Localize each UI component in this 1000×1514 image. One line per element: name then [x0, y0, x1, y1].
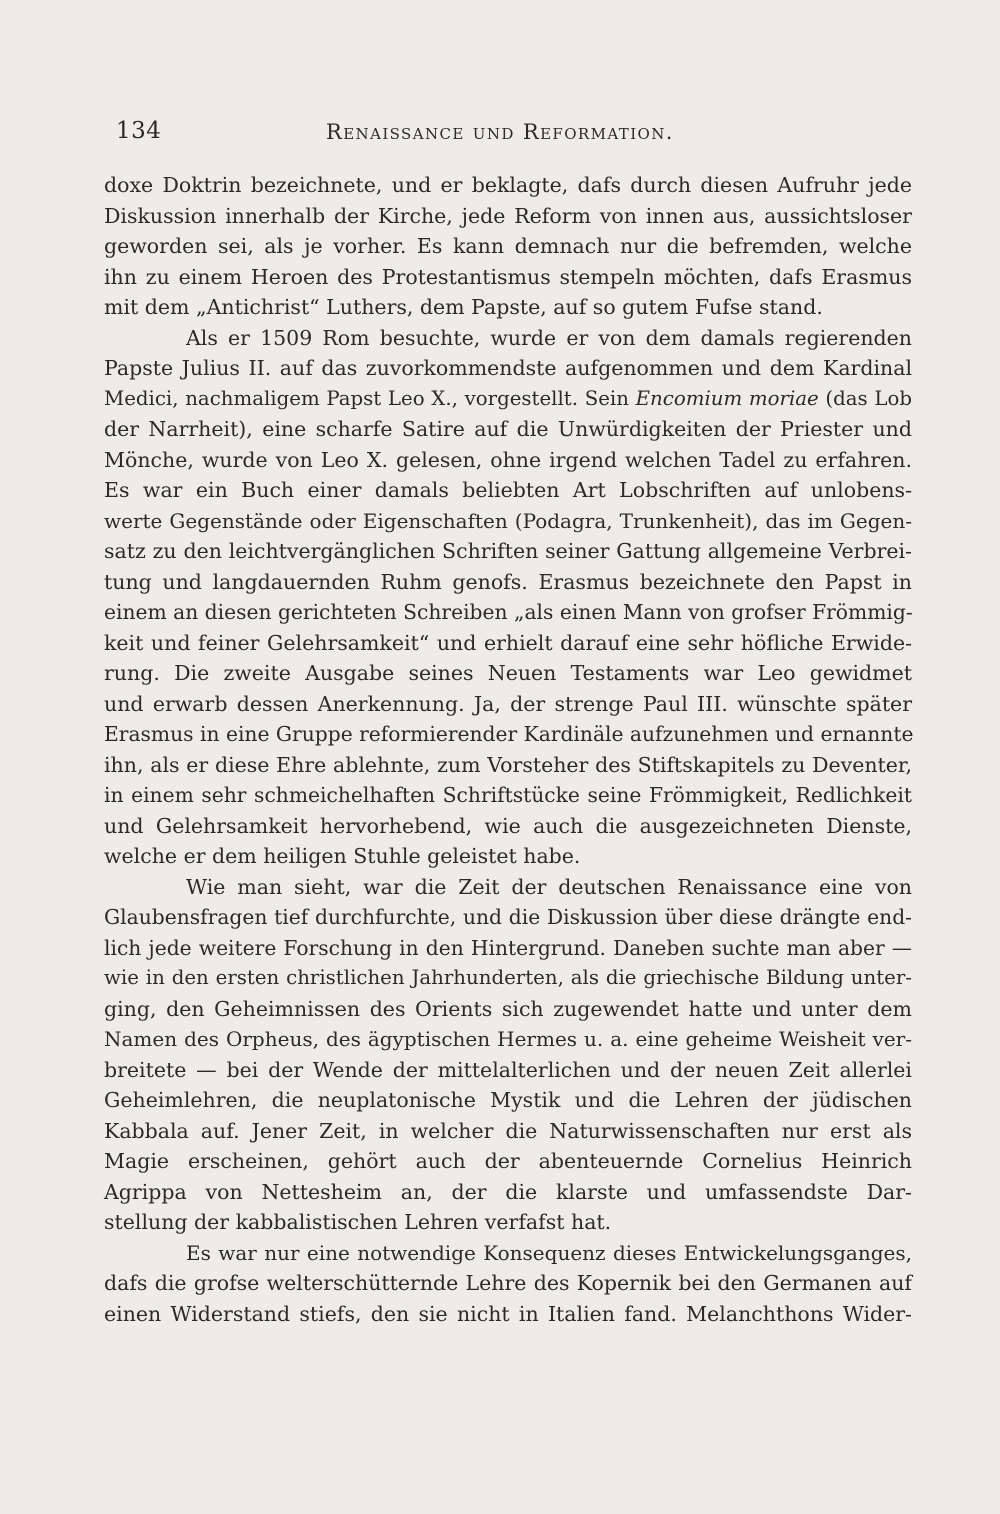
text-line: werte Gegenstände oder Eigenschaften (Podagra, Trunkenheit), das im Gegen-: [104, 508, 912, 533]
text-line: breitete — bei der Wende der mittelalterlichen und der neuen Zeit allerlei: [104, 1057, 912, 1082]
text-line: einen Widerstand stiefs, den sie nicht in Italien fand. Melanchthons Wider-: [104, 1301, 912, 1326]
text-line: geworden sei, als je vorher. Es kann demnach nur die befremden, welche: [104, 234, 912, 258]
page-header: [116, 118, 916, 152]
text-line: ihn, als er diese Ehre ablehnte, zum Vorsteher des Stiftskapitels zu Deventer,: [104, 752, 912, 777]
text-line: Glaubensfragen tief durchfurchte, und die Diskussion über diese drängte end-: [104, 905, 912, 929]
text-segment: (das Lob: [818, 386, 912, 410]
text-line: welche er dem heiligen Stuhle geleistet habe.: [104, 844, 581, 868]
text-line: Erasmus in eine Gruppe reformierender Kardinäle aufzunehmen und ernannte: [104, 722, 914, 746]
text-line: Diskussion innerhalb der Kirche, jede Reform von innen aus, aussichtsloser: [104, 203, 912, 228]
page-number: 134: [116, 118, 162, 144]
text-line: Kabbala auf. Jener Zeit, in welcher die Naturwissenschaften nur erst als: [104, 1118, 912, 1143]
text-line: doxe Doktrin bezeichnete, und er beklagte, dafs durch diesen Aufruhr jede: [104, 173, 912, 197]
text-line: Als er 1509 Rom besuchte, wurde er von dem damals regierenden: [186, 325, 912, 350]
text-line: wie in den ersten christlichen Jahrhunderten, als die griechische Bildung unter-: [104, 966, 912, 989]
book-title-italic: Encomium moriae: [635, 386, 819, 410]
text-line: Mönche, wurde von Leo X. gelesen, ohne irgend welchen Tadel zu erfahren.: [104, 447, 912, 472]
text-line: Geheimlehren, die neuplatonische Mystik und die Lehren der jüdischen: [104, 1088, 912, 1112]
text-line: und Gelehrsamkeit hervorhebend, wie auch die ausgezeichneten Dienste,: [104, 813, 912, 838]
text-line: rung. Die zweite Ausgabe seines Neuen Testaments war Leo gewidmet: [104, 661, 912, 685]
text-segment: Medici, nachmaligem Papst Leo X., vorgestellt. Sein: [104, 386, 636, 410]
text-line: dafs die grofse welterschütternde Lehre des Kopernik bei den Germanen auf: [104, 1271, 912, 1295]
text-line: keit und feiner Gelehrsamkeit“ und erhielt darauf eine sehr höfliche Erwide-: [104, 630, 912, 655]
text-line: Wie man sieht, war die Zeit der deutschen Renaissance eine von: [186, 874, 912, 899]
text-line: ihn zu einem Heroen des Protestantismus stempeln möchten, dafs Erasmus: [104, 264, 912, 289]
text-line: Magie erscheinen, gehört auch der abenteuernde Cornelius Heinrich: [104, 1149, 912, 1173]
text-line: stellung der kabbalistischen Lehren verfafst hat.: [104, 1210, 612, 1234]
body-text: [104, 170, 912, 1329]
text-line: in einem sehr schmeichelhaften Schriftstücke seine Frömmigkeit, Redlichkeit: [104, 783, 912, 807]
running-title: Renaissance und Reformation.: [326, 120, 674, 144]
text-line: Papste Julius II. auf das zuvorkommendste aufgenommen und dem Kardinal: [104, 356, 912, 380]
text-line: ging, den Geheimnissen des Orients sich zugewendet hatte und unter dem: [104, 996, 912, 1021]
text-line: tung und langdauernden Ruhm genofs. Erasmus bezeichnete den Papst in: [104, 569, 912, 594]
text-line: mit dem „Antichrist“ Luthers, dem Papste, auf so gutem Fufse stand.: [104, 295, 823, 319]
text-line-with-title: [104, 384, 912, 415]
text-line: einem an diesen gerichteten Schreiben „als einen Mann von grofser Frömmig-: [104, 600, 913, 624]
text-line: Agrippa von Nettesheim an, der die klarste und umfassendste Dar-: [104, 1179, 912, 1204]
text-line: lich jede weitere Forschung in den Hintergrund. Daneben suchte man aber —: [104, 935, 912, 960]
text-line: der Narrheit), eine scharfe Satire auf die Unwürdigkeiten der Priester und: [104, 417, 912, 441]
text-line: Es war ein Buch einer damals beliebten Art Lobschriften auf unlobens-: [104, 478, 912, 502]
text-line: Es war nur eine notwendige Konsequenz dieses Entwickelungsganges,: [186, 1240, 912, 1265]
text-line: Namen des Orpheus, des ägyptischen Hermes u. a. eine geheime Weisheit ver-: [104, 1027, 912, 1051]
text-line: und erwarb dessen Anerkennung. Ja, der strenge Paul III. wünschte später: [104, 691, 912, 716]
text-line: satz zu den leichtvergänglichen Schriften seiner Gattung allgemeine Verbrei-: [104, 539, 912, 563]
